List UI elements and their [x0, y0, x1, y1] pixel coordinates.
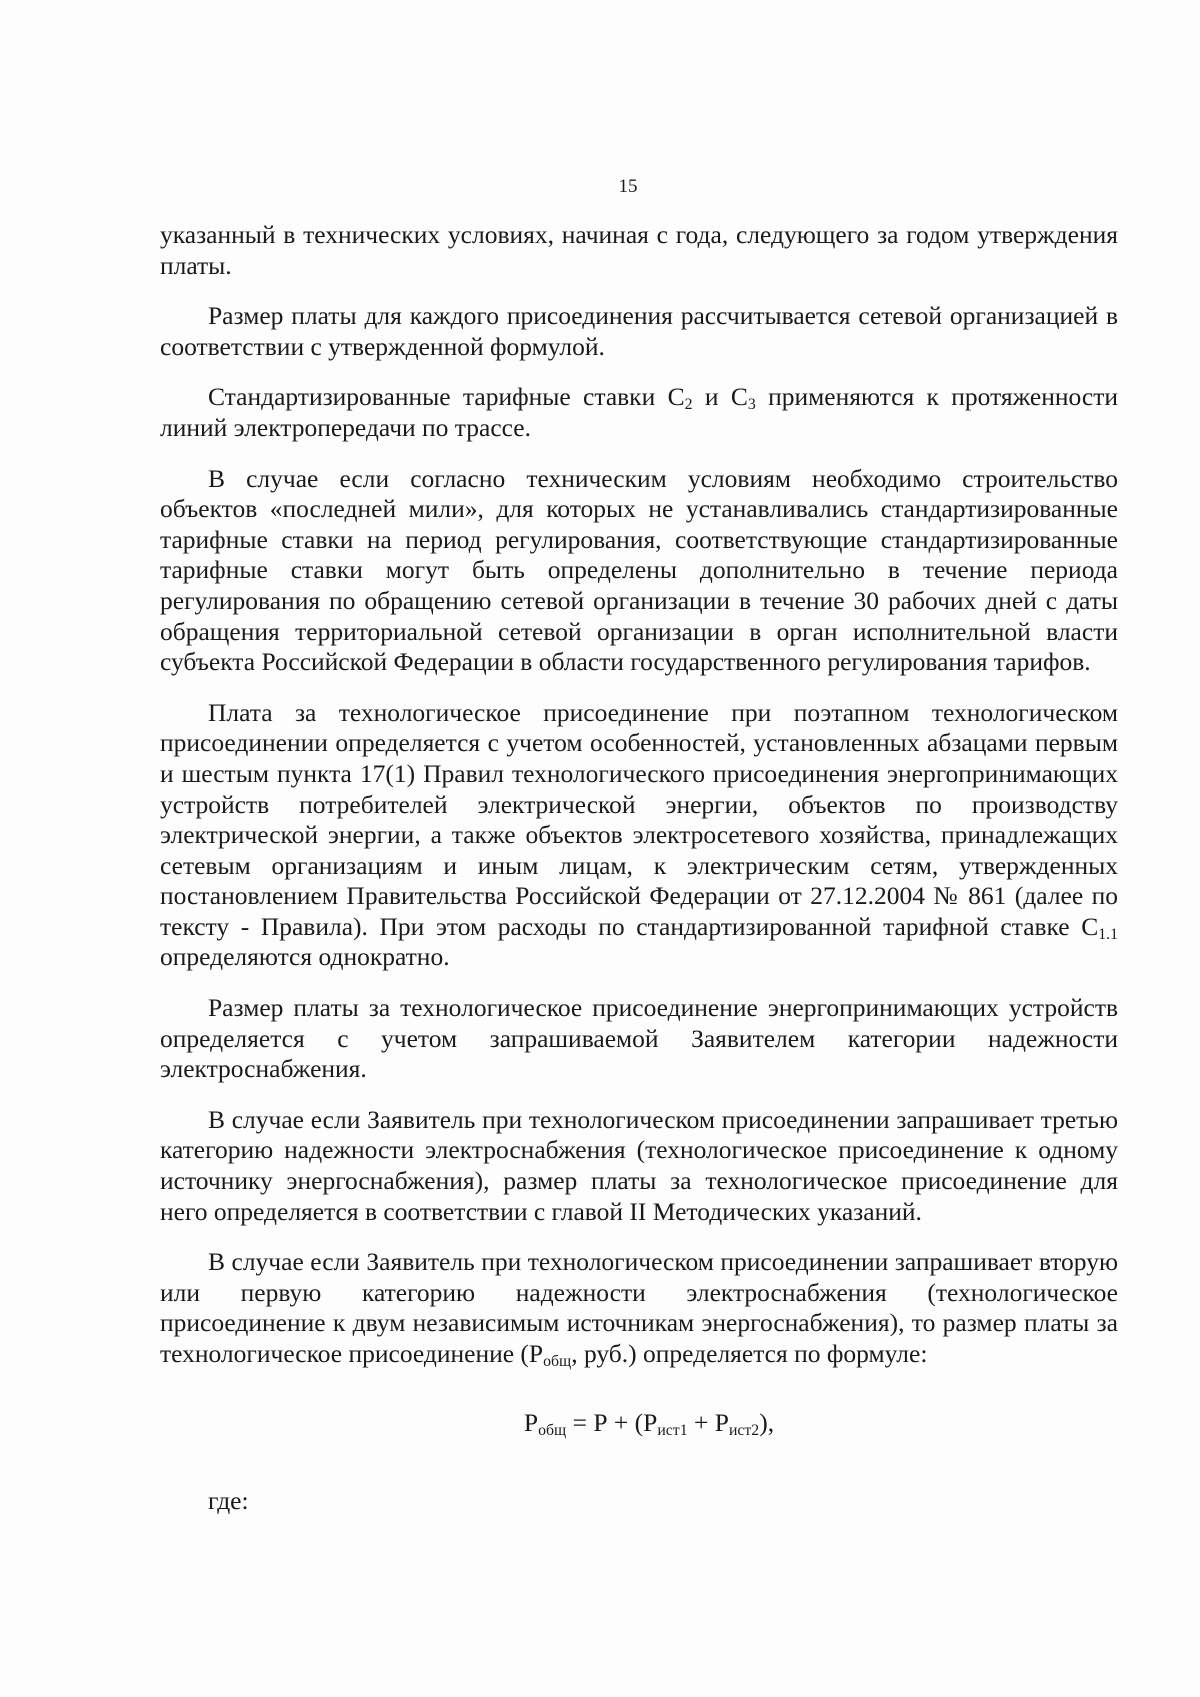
- formula: $Р_{общ} = Р + (Р_{ист1} + Р_{ист2})$,: [523, 1407, 775, 1439]
- paragraph-3: Стандартизированные тарифные ставки $С_2$ и $С_3$ применяются к протяженности линий электропередачи по трассе.: [160, 382, 1118, 442]
- document-body: [160, 220, 1118, 1517]
- paragraph-5: Плата за технологическое присоединение при поэтапном технологическом присоединении определяется с учетом особенностей, установленных абзацами первым и шестым пункта 17(1) Правил технологического присоединения энергопринимающих устройств потребителей электрической энергии, объектов по производству электрической энергии, а также объектов электросетевого хозяйства, принадлежащих сетевым организациям и иным лицам, к электрическим сетям, утвержденных постановлением Правительства Российской Федерации от 27.12.2004 № 861 (далее по тексту - Правила). При этом расходы по стандартизированной тарифной ставке $С_{1.1}$ определяются однократно.: [160, 697, 1118, 972]
- where-label: где:: [208, 1486, 249, 1516]
- page-number: 15: [618, 176, 638, 197]
- paragraph-2: Размер платы для каждого присоединения рассчитывается сетевой организацией в соответствии с утвержденной формулой.: [160, 301, 1118, 361]
- paragraph-6: Размер платы за технологическое присоединение энергопринимающих устройств определяется с учетом запрашиваемой Заявителем категории надежности электроснабжения.: [160, 993, 1118, 1084]
- paragraph-7: В случае если Заявитель при технологическом присоединении запрашивает третью категорию надежности электроснабжения (технологическое присоединение к одному источнику энергоснабжения), размер платы за технологическое присоединение для него определяется в соответствии с главой II Методических указаний.: [160, 1104, 1118, 1226]
- paragraph-4: В случае если согласно техническим условиям необходимо строительство объектов «последней мили», для которых не устанавливались стандартизированные тарифные ставки на период регулирования, соответствующие стандартизированные тарифные ставки могут быть определены дополнительно в течение периода регулирования по обращению сетевой организации в течение 30 рабочих дней с даты обращения территориальной сетевой организации в орган исполнительной власти субъекта Российской Федерации в области государственного регулирования тарифов.: [160, 463, 1118, 677]
- paragraph-8: В случае если Заявитель при технологическом присоединении запрашивает вторую или первую категорию надежности электроснабжения (технологическое присоединение к двум независимым источникам энергоснабжения), то размер платы за технологическое присоединение ($Р_{общ}$, руб.) определяется по формуле:: [160, 1247, 1118, 1370]
- paragraph-1: указанный в технических условиях, начиная с года, следующего за годом утверждения платы.: [160, 220, 1118, 280]
